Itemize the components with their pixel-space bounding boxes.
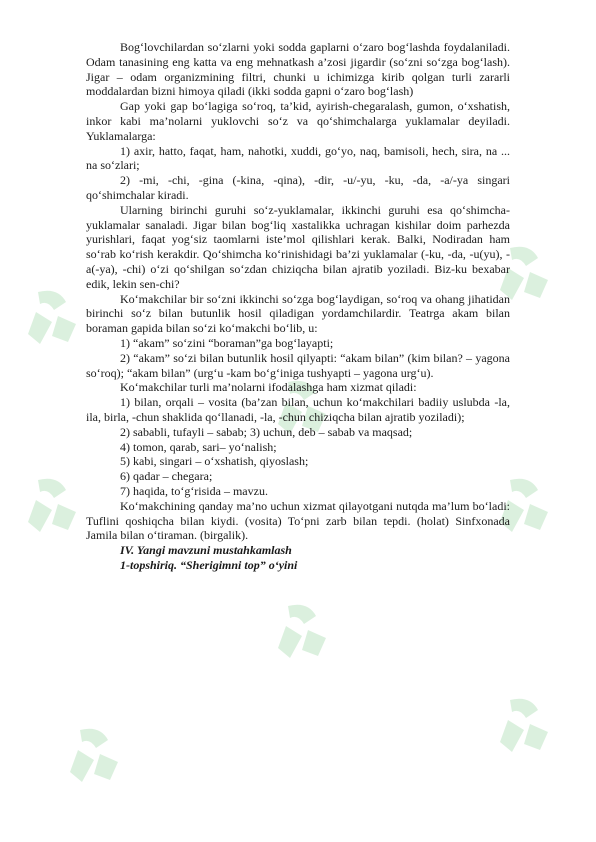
paragraph: Ularning birinchi guruhi so‘z-yuklamalar, ikkinchi guruhi esa qo‘shimcha-yuklamalar sanaladi. Jigar bilan bog‘liq xastalikka uchragan kishilar doim parhezda yurishlari, faqat yog‘siz taomlarni iste’mol qilishlari kerak. Balki, Nodiradan ham so‘rab ko‘rish kerakdir. Qo‘shimcha ko‘rinishidagi ba’zi yuklamalar (-ku, -da, -u(yu), -a(-ya), -chi) o‘zi qo‘shilgan so‘zdan chiziqcha bilan ajratib yoziladi. Biz-ku bexabar edik, lekin sen-chi? (86, 202, 510, 291)
list-item: 4) tomon, qarab, sari– yo‘nalish; (120, 439, 277, 454)
task-heading: 1-topshiriq. “Sherigimni top” o‘yini (120, 557, 298, 572)
list-item: 5) kabi, singari – o‘xshatish, qiyoslash; (120, 454, 309, 469)
paragraph: Ko‘makchilar bir so‘zni ikkinchi so‘zga bog‘laydigan, so‘roq va ohang jihatidan birinchi so‘z bilan butunlik hosil qiladigan yordamchilardir. Teatrga akam bilan boraman gapida bilan so‘zi ko‘makchi bo‘lib, u: (86, 291, 510, 336)
list-item: 6) qadar – chegara; (120, 469, 213, 484)
list-item: 1) bilan, orqali – vosita (ba’zan bilan, uchun ko‘makchilari badiiy uslubda -la, ila, birla, -chun shaklida qo‘llanadi, -la, -chun chiziqcha bilan ajratib yoziladi); (86, 395, 510, 424)
body-text (86, 40, 510, 573)
watermark-logo-icon (490, 690, 560, 760)
paragraph: Gap yoki gap bo‘lagiga so‘roq, ta’kid, ayirish-chegaralash, gumon, o‘xshatish, inkor kabi ma’nolarni yuklovchi so‘z va qo‘shimchalarga yuklamalar deyiladi. Yuklamalarga: (86, 99, 510, 143)
list-item: 2) “akam” so‘zi bilan butunlik hosil qilyapti: “akam bilan” (kim bilan? – yagona so‘roq); “akam bilan” (urg‘u -kam bo‘g‘iniga tushyapti – yagona urg‘u). (86, 350, 510, 380)
list-item: 1) axir, hatto, faqat, ham, nahotki, xuddi, go‘yo, naq, bamisoli, hech, sira, na ... na so‘zlari; (86, 143, 510, 173)
list-item: 2) sababli, tufayli – sabab; 3) uchun, deb – sabab va maqsad; (120, 424, 413, 439)
watermark-logo-icon (60, 720, 130, 790)
watermark-logo-icon (268, 596, 338, 666)
list-item: 7) haqida, to‘g‘risida – mavzu. (120, 483, 268, 498)
watermark-logo-icon (18, 282, 88, 352)
section-heading: IV. Yangi mavzuni mustahkamlash (120, 543, 292, 558)
paragraph: Ko‘makchining qanday ma’no uchun xizmat qilayotgani nutqda ma’lum bo‘ladi: Tuflini qoshiqcha bilan kiydi. (vosita) To‘pni zarb bilan tepdi. (holat) Sinfxonada Jamila bilan o‘tiraman. (birgalik). (86, 498, 510, 543)
watermark-logo-icon (18, 470, 88, 540)
list-item: 2) -mi, -chi, -gina (-kina, -qina), -dir, -u/-yu, -ku, -da, -a/-ya singari qo‘shimchalar kiradi. (86, 173, 510, 202)
list-item: 1) “akam” so‘zini “boraman”ga bog‘layapti; (120, 335, 334, 350)
paragraph: Ko‘makchilar turli ma’nolarni ifodalashga ham xizmat qiladi: (120, 380, 417, 395)
paragraph: Bog‘lovchilardan so‘zlarni yoki sodda gaplarni o‘zaro bog‘lashda foydalaniladi. Odam tanasining eng katta va eng mehnatkash a’zosi jigardir (so‘zni so‘zga bog‘lash). Jigar – odam organizmining filtri, chunki u ichimizga kirib qolgan turli zararli moddalardan bizni himoya qiladi (ikki sodda gapni o‘zaro bog‘lash) (86, 40, 510, 99)
